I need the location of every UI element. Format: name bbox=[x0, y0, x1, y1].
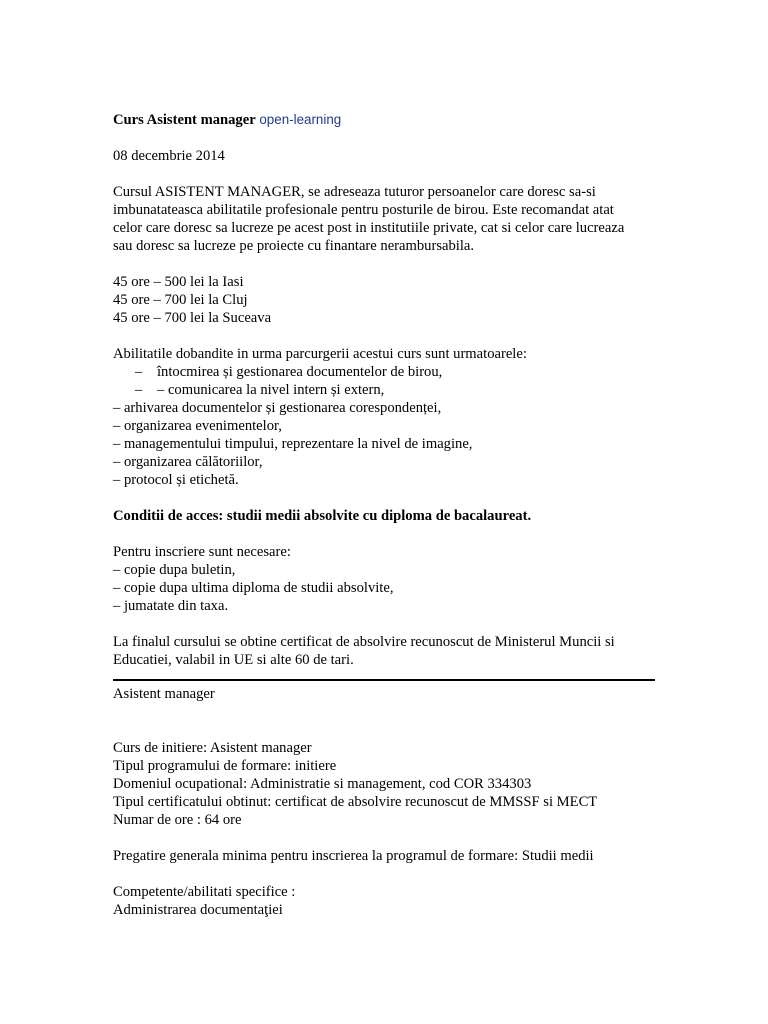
skills-indented-item: – – comunicarea la nivel intern și extern, bbox=[135, 382, 385, 398]
horizontal-divider bbox=[113, 679, 655, 681]
course-title: Curs Asistent manager bbox=[113, 112, 256, 128]
detail-line: Tipul certificatului obtinut: certificat de absolvire recunoscut de MMSSF si MECT bbox=[113, 794, 598, 810]
detail-line: Curs de initiere: Asistent manager bbox=[113, 740, 312, 756]
document-page bbox=[113, 111, 658, 919]
detail-line: Domeniul ocupational: Administratie si management, cod COR 334303 bbox=[113, 776, 532, 792]
price-list bbox=[113, 273, 658, 327]
competences-heading: Competente/abilitati specifice : bbox=[113, 884, 296, 900]
detail-line: Numar de ore : 64 ore bbox=[113, 812, 242, 828]
section-title: Asistent manager bbox=[113, 686, 215, 702]
certificate-line: La finalul cursului se obtine certificat de absolvire recunoscut de Ministerul Muncii si bbox=[113, 634, 615, 650]
enrollment-item: – copie dupa buletin, bbox=[113, 562, 236, 578]
enrollment-section bbox=[113, 543, 658, 615]
certificate-line: Educatiei, valabil in UE si alte 60 de tari. bbox=[113, 652, 354, 668]
enrollment-heading: Pentru inscriere sunt necesare: bbox=[113, 544, 291, 560]
dash-marker: – bbox=[135, 364, 143, 380]
certificate-paragraph bbox=[113, 633, 658, 669]
intro-line: celor care doresc sa lucreze pe acest post in institutiile private, cat si celor care lucreaza bbox=[113, 220, 625, 236]
intro-line: sau doresc sa lucreze pe proiecte cu finantare nerambursabila. bbox=[113, 238, 475, 254]
skills-section bbox=[113, 345, 658, 489]
enrollment-item: – copie dupa ultima diploma de studii absolvite, bbox=[113, 580, 394, 596]
price-item: 45 ore – 700 lei la Suceava bbox=[113, 310, 272, 326]
intro-paragraph bbox=[113, 183, 658, 255]
skills-item: – organizarea evenimentelor, bbox=[113, 418, 282, 434]
dash-marker: – bbox=[135, 382, 143, 398]
skills-heading: Abilitatile dobandite in urma parcurgerii acestui curs sunt urmatoarele: bbox=[113, 346, 527, 362]
skills-item: – managementului timpului, reprezentare la nivel de imagine, bbox=[113, 436, 473, 452]
skills-item: – arhivarea documentelor și gestionarea corespondenței, bbox=[113, 400, 442, 416]
competences-section bbox=[113, 883, 658, 919]
course-heading bbox=[113, 111, 658, 129]
open-learning-link[interactable]: open-learning bbox=[259, 112, 342, 127]
price-item: 45 ore – 500 lei la Iasi bbox=[113, 274, 244, 290]
skills-item: – organizarea călătoriilor, bbox=[113, 454, 263, 470]
price-item: 45 ore – 700 lei la Cluj bbox=[113, 292, 248, 308]
publish-date: 08 decembrie 2014 bbox=[113, 148, 225, 164]
intro-line: imbunatateasca abilitatile profesionale pentru posturile de birou. Este recomandat atat bbox=[113, 202, 614, 218]
detail-line: Tipul programului de formare: initiere bbox=[113, 758, 337, 774]
course-details bbox=[113, 739, 658, 829]
competences-item: Administrarea documentaţiei bbox=[113, 902, 283, 918]
skills-indented-item: – întocmirea și gestionarea documentelor de birou, bbox=[135, 364, 443, 380]
enrollment-item: – jumatate din taxa. bbox=[113, 598, 229, 614]
prerequisite: Pregatire generala minima pentru inscrierea la programul de formare: Studii medii bbox=[113, 848, 594, 864]
intro-line: Cursul ASISTENT MANAGER, se adreseaza tuturor persoanelor care doresc sa-si bbox=[113, 184, 596, 200]
skills-item: – protocol și etichetă. bbox=[113, 472, 239, 488]
access-conditions: Conditii de acces: studii medii absolvite cu diploma de bacalaureat. bbox=[113, 508, 532, 524]
